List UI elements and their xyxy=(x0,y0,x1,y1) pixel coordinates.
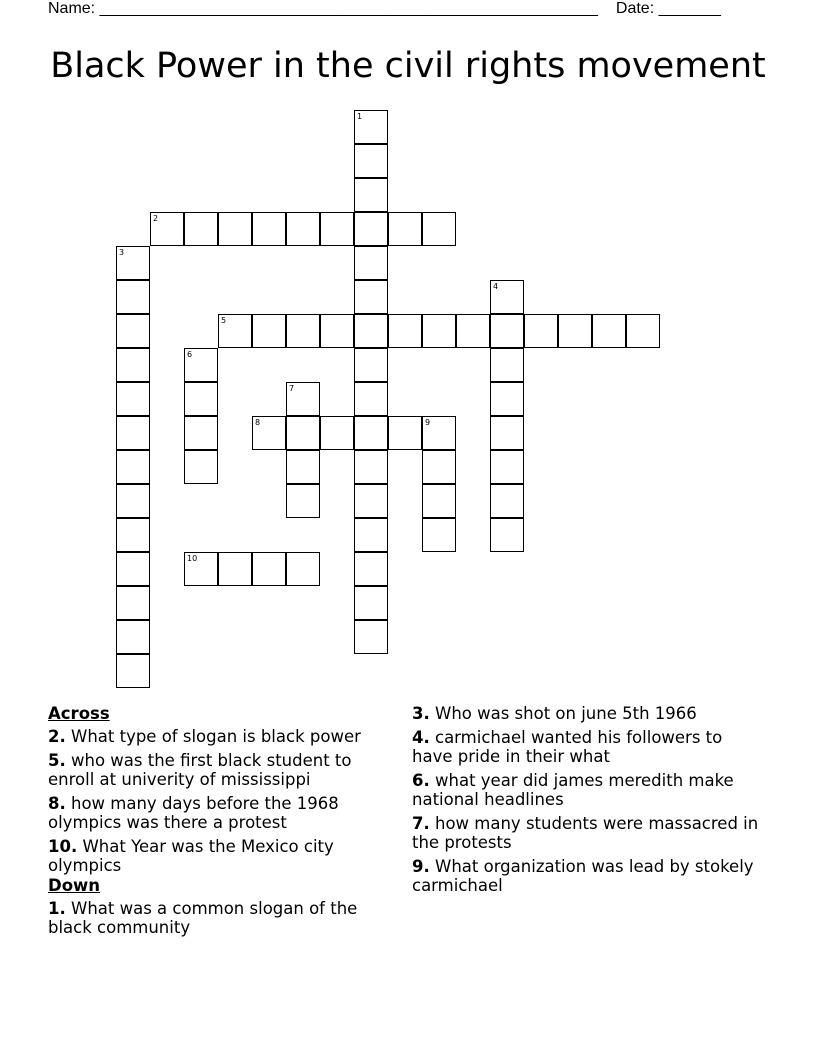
crossword-cell xyxy=(354,314,388,348)
clue-down-4 xyxy=(412,728,760,766)
crossword-cell xyxy=(286,314,320,348)
crossword-cell xyxy=(388,416,422,450)
crossword-cell xyxy=(354,416,388,450)
crossword-cell xyxy=(116,484,150,518)
crossword-cell xyxy=(490,450,524,484)
cell-number: 5 xyxy=(221,316,227,325)
date-field-label: Date: _______ xyxy=(615,0,721,17)
clue-down-9 xyxy=(412,857,760,895)
crossword-cell xyxy=(354,450,388,484)
crossword-cell xyxy=(116,654,150,688)
clue-number: 2. xyxy=(48,727,66,746)
crossword-cell xyxy=(116,246,150,280)
crossword-cell xyxy=(286,450,320,484)
crossword-cell xyxy=(490,348,524,382)
crossword-cell xyxy=(116,416,150,450)
crossword-cell xyxy=(252,552,286,586)
crossword-cell xyxy=(354,178,388,212)
crossword-cell xyxy=(252,416,286,450)
clue-text: What organization was lead by stokely carmichael xyxy=(412,857,754,895)
crossword-cell xyxy=(354,110,388,144)
cell-number: 1 xyxy=(357,112,363,121)
clue-text: Who was shot on june 5th 1966 xyxy=(435,704,697,723)
cell-number: 3 xyxy=(119,248,125,257)
cell-number: 6 xyxy=(187,350,193,359)
crossword-cell xyxy=(354,586,388,620)
clue-text: how many days before the 1968 olympics was there a protest xyxy=(48,794,339,832)
crossword-cell xyxy=(320,416,354,450)
crossword-cell xyxy=(490,280,524,314)
crossword-cell xyxy=(184,212,218,246)
clue-text: carmichael wanted his followers to have pride in their what xyxy=(412,728,723,766)
crossword-cell xyxy=(252,314,286,348)
crossword-cell xyxy=(116,382,150,416)
clue-text: What type of slogan is black power xyxy=(71,727,361,746)
crossword-cell xyxy=(422,212,456,246)
crossword-cell xyxy=(184,552,218,586)
crossword-cell xyxy=(116,280,150,314)
clue-text: What Year was the Mexico city olympics xyxy=(48,837,334,875)
crossword-cell xyxy=(354,212,388,246)
clue-across-5 xyxy=(48,751,396,789)
cell-number: 2 xyxy=(153,214,159,223)
clue-number: 7. xyxy=(412,814,430,833)
crossword-cell xyxy=(184,450,218,484)
crossword-cell xyxy=(286,212,320,246)
cell-number: 10 xyxy=(187,554,198,563)
down-heading: Down xyxy=(48,876,101,895)
crossword-cell xyxy=(422,484,456,518)
crossword-cell xyxy=(490,314,524,348)
crossword-cell xyxy=(626,314,660,348)
clues-column-right xyxy=(412,704,760,900)
clue-across-10 xyxy=(48,837,396,875)
cell-number: 9 xyxy=(425,418,431,427)
cell-number: 4 xyxy=(493,282,499,291)
crossword-cell xyxy=(354,382,388,416)
crossword-cell xyxy=(354,144,388,178)
clue-text: who was the first black student to enroll at univerity of mississippi xyxy=(48,751,352,789)
crossword-cell xyxy=(252,212,286,246)
crossword-cell xyxy=(354,280,388,314)
crossword-cell xyxy=(116,620,150,654)
crossword-cell xyxy=(286,552,320,586)
crossword-cell xyxy=(320,212,354,246)
crossword-cell xyxy=(286,416,320,450)
clue-number: 5. xyxy=(48,751,66,770)
clue-down-6 xyxy=(412,771,760,809)
header-line xyxy=(48,0,721,18)
crossword-cell xyxy=(116,518,150,552)
crossword-cell xyxy=(558,314,592,348)
crossword-cell xyxy=(524,314,558,348)
clue-number: 3. xyxy=(412,704,430,723)
crossword-cell xyxy=(354,246,388,280)
crossword-cell xyxy=(354,484,388,518)
crossword-cell xyxy=(354,552,388,586)
clue-number: 4. xyxy=(412,728,430,747)
crossword-cell xyxy=(388,314,422,348)
crossword-cell xyxy=(320,314,354,348)
crossword-cell xyxy=(422,314,456,348)
crossword-cell xyxy=(354,348,388,382)
crossword-cell xyxy=(218,314,252,348)
crossword-cell xyxy=(116,314,150,348)
crossword-cell xyxy=(116,348,150,382)
across-heading: Across xyxy=(48,704,110,723)
crossword-cell xyxy=(490,382,524,416)
crossword-cell xyxy=(388,212,422,246)
clue-number: 10. xyxy=(48,837,78,856)
clue-number: 9. xyxy=(412,857,430,876)
clue-number: 1. xyxy=(48,899,66,918)
crossword-cell xyxy=(354,620,388,654)
crossword-cell xyxy=(422,450,456,484)
crossword-cell xyxy=(354,518,388,552)
clue-down-1 xyxy=(48,899,396,937)
page-title: Black Power in the civil rights movement xyxy=(50,46,766,86)
clue-text: what year did james meredith make national headlines xyxy=(412,771,734,809)
crossword-cell xyxy=(592,314,626,348)
clue-text: how many students were massacred in the protests xyxy=(412,814,759,852)
crossword-cell xyxy=(184,348,218,382)
crossword-cell xyxy=(116,450,150,484)
crossword-cell xyxy=(116,586,150,620)
crossword-cell xyxy=(422,518,456,552)
crossword-cell xyxy=(286,382,320,416)
crossword-cell xyxy=(456,314,490,348)
name-field-label: Name: ________________________________________________________ xyxy=(48,0,598,17)
crossword-cell xyxy=(490,416,524,450)
crossword-cell xyxy=(490,518,524,552)
clue-text: What was a common slogan of the black community xyxy=(48,899,358,937)
crossword-cell xyxy=(218,552,252,586)
crossword-cell xyxy=(218,212,252,246)
cell-number: 8 xyxy=(255,418,261,427)
clue-down-3 xyxy=(412,704,760,723)
crossword-cell xyxy=(116,552,150,586)
crossword-cell xyxy=(286,484,320,518)
crossword-cell xyxy=(490,484,524,518)
clue-number: 8. xyxy=(48,794,66,813)
crossword-cell xyxy=(422,416,456,450)
clue-down-7 xyxy=(412,814,760,852)
crossword-cell xyxy=(184,382,218,416)
crossword-cell xyxy=(184,416,218,450)
cell-number: 7 xyxy=(289,384,295,393)
clue-number: 6. xyxy=(412,771,430,790)
clues-column-left xyxy=(48,704,396,942)
clue-across-8 xyxy=(48,794,396,832)
crossword-cell xyxy=(150,212,184,246)
clue-across-2 xyxy=(48,727,396,746)
